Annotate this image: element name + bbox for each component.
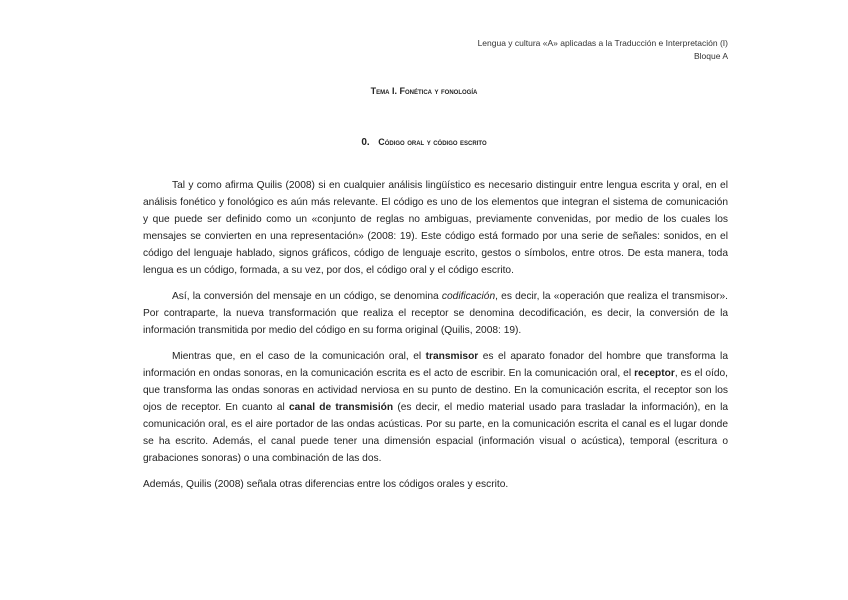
paragraph-3-part-1: Mientras que, en el caso de la comunicación oral, el — [172, 351, 426, 362]
paragraph-4: Además, Quilis (2008) señala otras diferencias entre los códigos orales y escrito. — [143, 479, 509, 490]
paragraph-3-part-3: , es el oído, que transforma las ondas sonoras en actividad nerviosa en su punto de destino. En la comunicación escrita, el receptor son los ojos de receptor. En cuanto al — [143, 368, 729, 413]
paragraph-2-before: Así, la conversión del mensaje en un código, se denomina — [172, 291, 442, 302]
header-course-title: Lengua y cultura «A» aplicadas a la Traducción e Interpretación (I) — [477, 38, 728, 48]
body-text — [143, 177, 728, 502]
section-number: 0. — [361, 137, 370, 148]
paragraph-1: Tal y como afirma Quilis (2008) si en cualquier análisis lingüístico es necesario distinguir entre lengua escrita y oral, en el análisis fonético y fonológico es aún más relevante. El código es uno de los elementos que integran el sistema de comunicación y que puede ser definido como un «conjunto de reglas no ambiguas, previamente convenidas, por medio de los cuales los mensajes se convierten en una representación» (2008: 19). Este código está formado por una serie de señales: sonidos, en el código del lenguaje hablado, signos gráficos, código de lenguaje escrito, gestos o símbolos, entre otros. De esta manera, toda lengua es un código, formada, a su vez, por dos, el código oral y el código escrito. — [143, 180, 728, 276]
paragraph-2-after: , es decir, la «operación que realiza el transmisor». Por contraparte, la nueva transformación que realiza el receptor se denomina decodificación, es decir, la conversión de la información transmitida por medio del código en su forma original (Quilis, 2008: 19). — [143, 291, 729, 336]
term-transmisor: transmisor — [425, 351, 479, 362]
paragraph-3-part-4: (es decir, el medio material usado para trasladar la información), en la comunicación oral, es el aire portador de las ondas acústicas. Por su parte, en la comunicación escrita el canal es el lugar donde se ha escrito. Además, el canal puede tener una dimensión espacial (información visual o acústica), temporal (escritura o grabaciones sonoras) o una combinación de las dos. — [143, 402, 729, 464]
paragraph-2 — [143, 288, 728, 339]
header-block-label: Bloque A — [693, 51, 728, 61]
topic-title: Tema I. Fonética y fonología — [370, 86, 478, 96]
term-receptor: receptor — [634, 368, 675, 379]
term-canal-de-transmision: canal de transmisión — [288, 402, 394, 413]
page-header — [478, 37, 728, 63]
term-codificacion: codificación — [441, 291, 496, 302]
paragraph-3-part-2: es el aparato fonador del hombre que transforma la información en ondas sonoras, en la comunicación escrita es el acto de escribir. En la comunicación oral, el — [143, 351, 728, 379]
section-title: Código oral y código escrito — [378, 137, 487, 147]
section-heading — [0, 137, 848, 148]
paragraph-3 — [143, 348, 728, 467]
